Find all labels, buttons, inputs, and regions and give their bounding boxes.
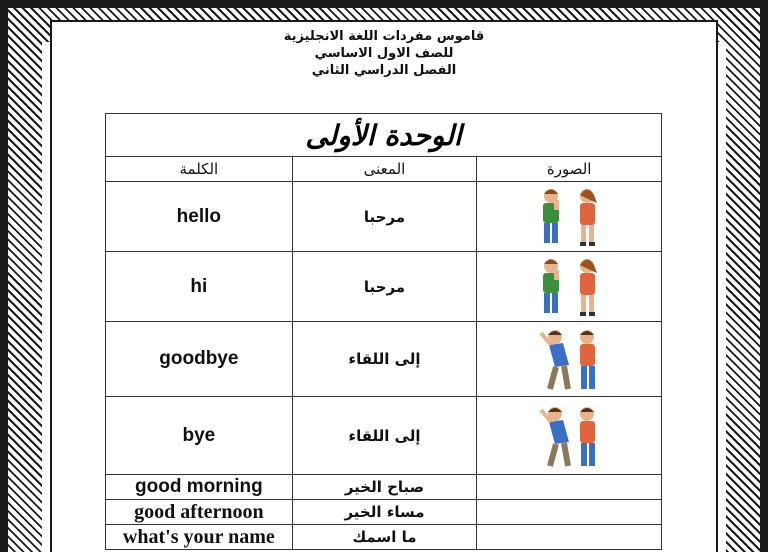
greeting-children-image: [477, 252, 662, 322]
meaning-cell: مرحبا: [292, 252, 477, 322]
table-row: [106, 475, 662, 500]
table-row: [106, 182, 662, 252]
table-row: [106, 252, 662, 322]
table-row: [106, 397, 662, 475]
vocabulary-table: [105, 113, 662, 550]
word-cell: good afternoon: [106, 500, 293, 525]
meaning-cell: مرحبا: [292, 182, 477, 252]
empty-picture-cell: [477, 525, 662, 550]
word-cell: hi: [106, 252, 293, 322]
header-title: قاموس مفردات اللغة الانجليزية: [283, 29, 485, 44]
empty-picture-cell: [477, 500, 662, 525]
empty-picture-cell: [477, 475, 662, 500]
table-header-row: [106, 157, 662, 182]
meaning-cell: إلى اللقاء: [292, 397, 477, 475]
header-grade: للصف الاول الاساسي: [314, 46, 454, 61]
meaning-cell: ما اسمك: [292, 525, 477, 550]
greeting-children-image: [477, 182, 662, 252]
header-semester: الفصل الدراسي الثاني: [311, 63, 457, 78]
word-cell: good morning: [106, 475, 293, 500]
meaning-cell: مساء الخير: [292, 500, 477, 525]
unit-title: الوحدة الأولى: [106, 114, 662, 157]
meaning-cell: صباح الخير: [292, 475, 477, 500]
column-header-word: الكلمة: [106, 157, 293, 182]
waving-goodbye-image: [477, 397, 662, 475]
column-header-picture: الصورة: [477, 157, 662, 182]
column-header-meaning: المعنى: [292, 157, 477, 182]
waving-goodbye-image: [477, 322, 662, 397]
word-cell: bye: [106, 397, 293, 475]
word-cell: hello: [106, 182, 293, 252]
word-cell: what's your name: [106, 525, 293, 550]
table-row: [106, 500, 662, 525]
word-cell: goodbye: [106, 322, 293, 397]
document-header: [0, 28, 768, 79]
table-row: [106, 525, 662, 550]
meaning-cell: إلى اللقاء: [292, 322, 477, 397]
table-row: [106, 322, 662, 397]
